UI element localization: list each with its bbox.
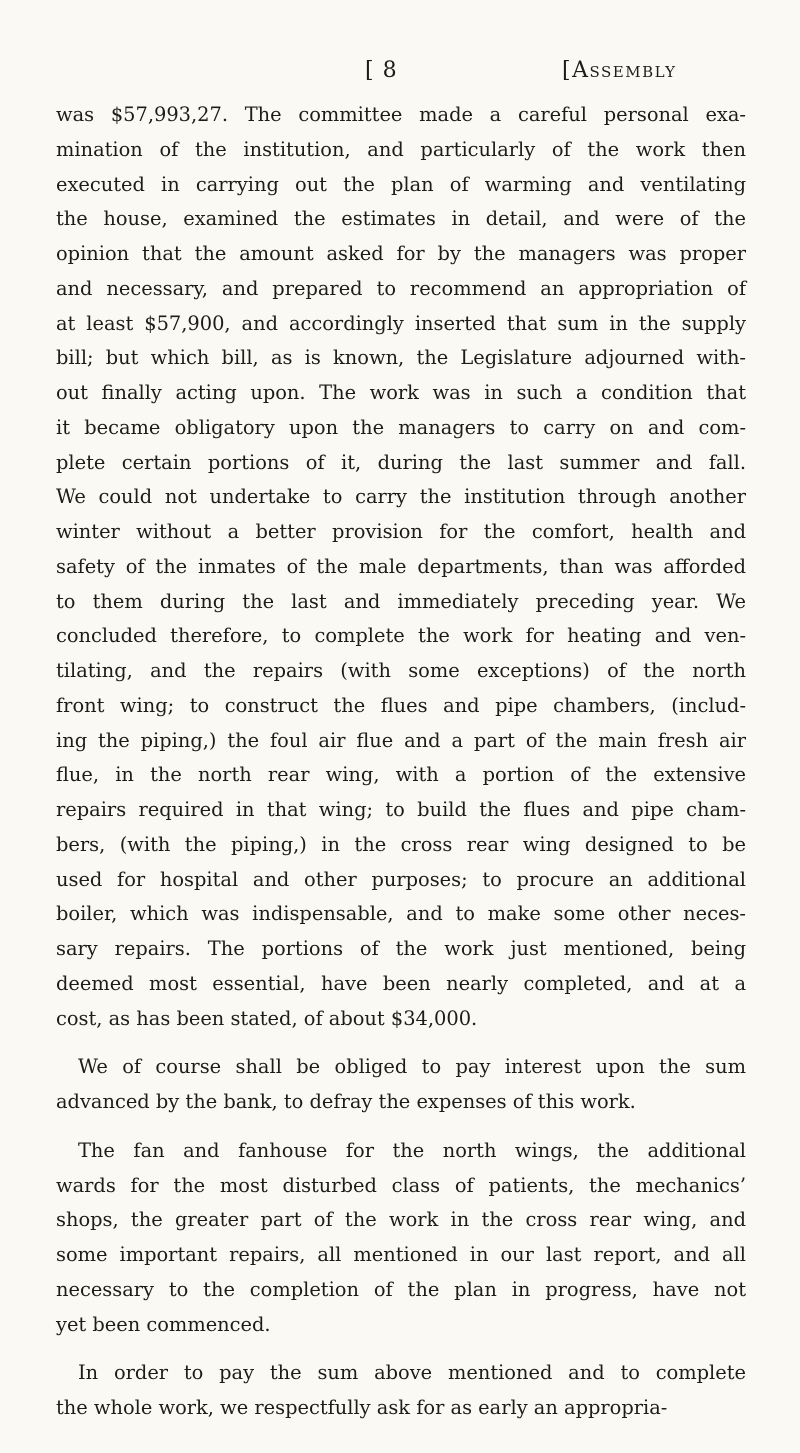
text-line: The fan and fanhouse for the north wings, the additional — [78, 1138, 746, 1162]
text-line: advanced by the bank, to defray the expenses of this work. — [56, 1090, 636, 1113]
text-line: executed in carrying out the plan of warming and ventilating — [56, 172, 746, 196]
paragraph-gap — [56, 1342, 746, 1356]
paragraph — [56, 98, 746, 1036]
text-line: We could not undertake to carry the institution through another — [56, 485, 746, 509]
text-line: cost, as has been stated, of about $34,000. — [56, 1006, 478, 1030]
text-line: concluded therefore, to complete the work for heating and ven- — [56, 624, 746, 648]
paragraph-gap — [56, 1036, 746, 1050]
text-line: repairs required in that wing; to build the flues and pipe cham- — [56, 798, 746, 821]
text-line: In order to pay the sum above mentioned and to complete — [78, 1361, 746, 1385]
text-line: We of course shall be obliged to pay interest upon the sum — [78, 1055, 746, 1079]
text-line: opinion that the amount asked for by the managers was proper — [56, 242, 746, 265]
text-line: wards for the most disturbed class of patients, the mechanics’ — [56, 1173, 746, 1197]
text-line: bers, (with the piping,) in the cross rear wing designed to be — [56, 832, 746, 856]
paragraph — [56, 1134, 746, 1343]
text-line: was $57,993,27. The committee made a careful personal exa- — [56, 103, 746, 126]
paragraph — [56, 1050, 746, 1120]
text-line: sary repairs. The portions of the work just mentioned, being — [56, 937, 746, 960]
text-line: some important repairs, all mentioned in our last report, and all — [56, 1243, 746, 1266]
text-line: flue, in the north rear wing, with a portion of the extensive — [56, 763, 746, 787]
text-line: necessary to the completion of the plan in progress, have not — [56, 1277, 746, 1301]
text-line: out finally acting upon. The work was in such a condition that — [56, 381, 746, 404]
text-line: at least $57,900, and accordingly inserted that sum in the supply — [56, 311, 746, 335]
text-line: it became obligatory upon the managers to carry on and com- — [56, 415, 746, 439]
body-text — [56, 98, 746, 1426]
running-head: [Assembly — [562, 58, 677, 83]
text-line: and necessary, and prepared to recommend an appropriation of — [56, 276, 746, 300]
text-line: boiler, which was indispensable, and to make some other neces- — [56, 902, 746, 926]
text-line: front wing; to construct the flues and pipe chambers, (includ- — [56, 693, 746, 717]
text-line: tilating, and the repairs (with some exceptions) of the north — [56, 659, 746, 682]
paragraph-gap — [56, 1120, 746, 1134]
text-line: deemed most essential, have been nearly completed, and at a — [56, 971, 746, 995]
text-line: to them during the last and immediately preceding year. We — [56, 589, 746, 613]
text-line: mination of the institution, and particularly of the work then — [56, 137, 746, 161]
text-line: used for hospital and other purposes; to procure an additional — [56, 867, 746, 891]
paragraph — [56, 1356, 746, 1426]
text-line: winter without a better provision for the comfort, health and — [56, 520, 746, 543]
text-line: yet been commenced. — [56, 1312, 271, 1336]
text-line: the house, examined the estimates in detail, and were of the — [56, 207, 746, 231]
page-number: [ 8 — [365, 58, 398, 83]
text-line: safety of the inmates of the male departments, than was afforded — [56, 554, 746, 578]
text-line: ing the piping,) the foul air flue and a part of the main fresh air — [56, 728, 746, 752]
text-line: plete certain portions of it, during the last summer and fall. — [56, 450, 746, 474]
text-line: the whole work, we respectfully ask for as early an appropria- — [56, 1396, 668, 1419]
page-header — [0, 56, 800, 96]
text-line: shops, the greater part of the work in the cross rear wing, and — [56, 1208, 746, 1232]
text-line: bill; but which bill, as is known, the Legislature adjourned with- — [56, 346, 746, 370]
